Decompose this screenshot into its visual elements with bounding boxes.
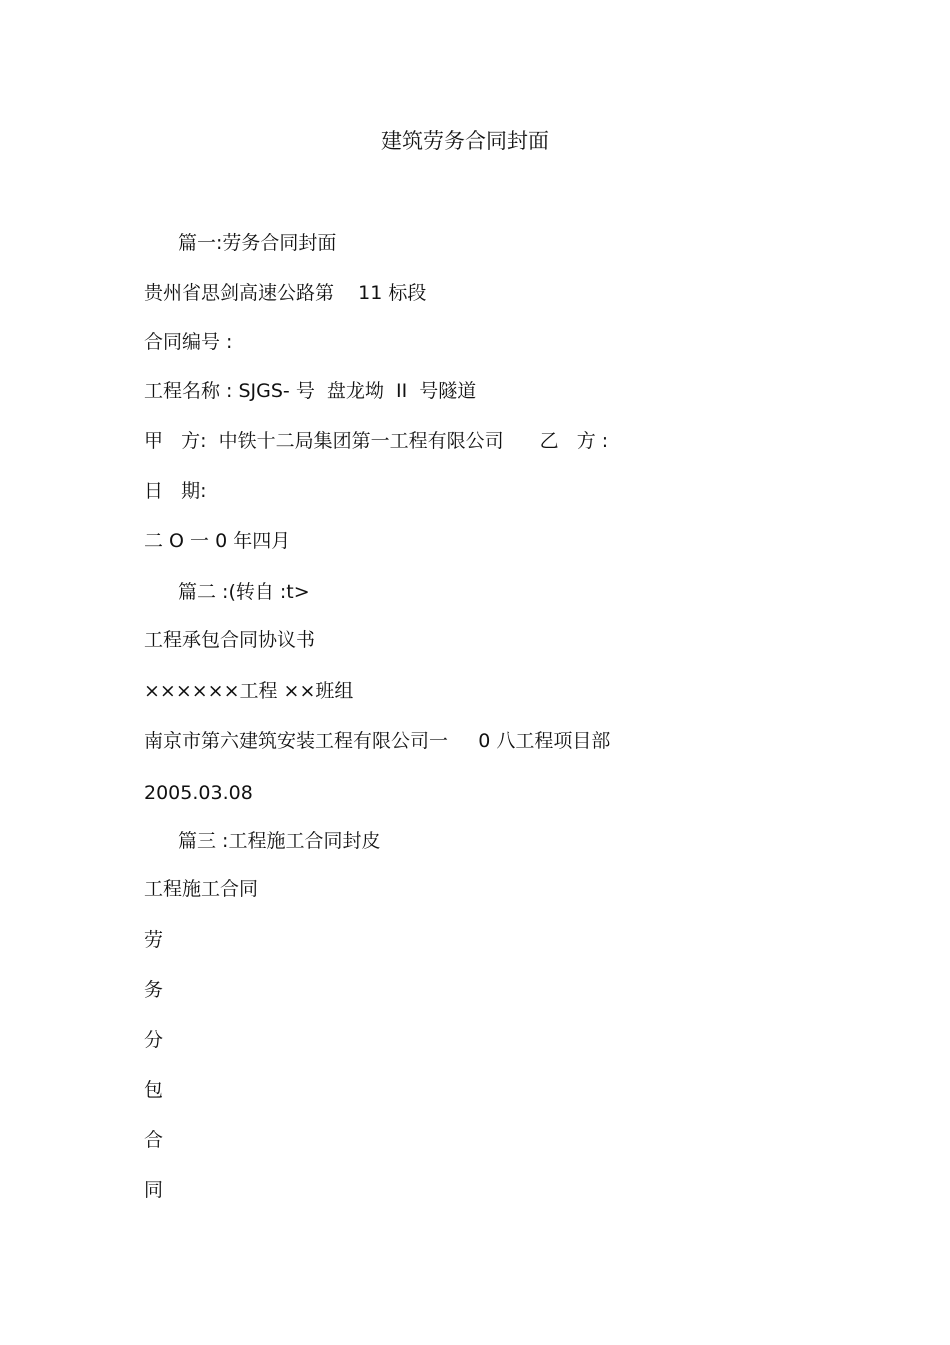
vertical-char: 同 [144,1179,164,1201]
party-b: 乙 方 : [539,430,609,452]
vertical-char: 劳 [144,929,164,951]
section2-heading: 篇二 :(转自 :t> [178,581,310,603]
date-value: 二 O 一 0 年四月 [144,530,291,552]
section2-doc-title: 工程承包合同协议书 [144,629,316,651]
company-line: 南京市第六建筑安装工程有限公司一 0 八工程项目部 [144,730,611,752]
section3-doc-title: 工程施工合同 [144,878,259,900]
section3-heading: 篇三 :工程施工合同封皮 [178,830,381,852]
project-section-line: 贵州省思剑高速公路第 11 标段 [144,282,427,304]
party-line [144,427,608,455]
document-title: 建筑劳务合同封面 [381,129,549,153]
section1-heading: 篇一:劳务合同封面 [178,232,337,254]
team-line: ××××××工程 ××班组 [144,680,354,702]
vertical-char: 务 [144,979,164,1001]
date-label: 日 期: [144,480,207,502]
section2-date: 2005.03.08 [144,782,253,804]
contract-no-label: 合同编号 : [144,331,233,353]
project-name-line: 工程名称 : SJGS- 号 盘龙坳 II 号隧道 [144,380,477,402]
party-a: 甲 方: 中铁十二局集团第一工程有限公司 [144,430,504,452]
vertical-char: 合 [144,1129,164,1151]
vertical-char: 分 [144,1029,164,1051]
vertical-char: 包 [144,1079,164,1101]
